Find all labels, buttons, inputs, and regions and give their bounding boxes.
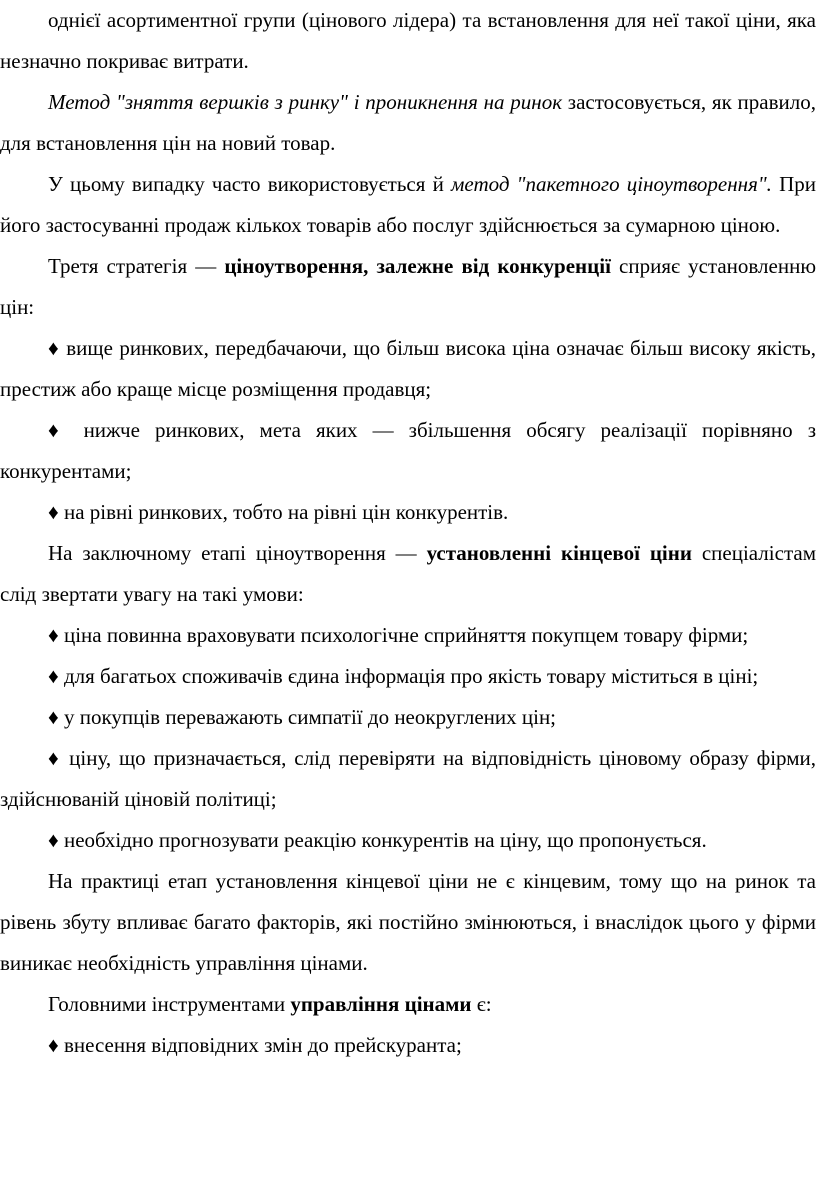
text-run: ♦ у покупців переважають симпатії до неокруглених цін;	[48, 705, 557, 729]
text-run: ♦ нижче ринкових, мета яких — збільшення обсягу реалізації порівняно з конкурентами;	[0, 418, 816, 483]
bullet-item-5	[0, 656, 816, 697]
text-run: ♦ внесення відповідних змін до прейскуранта;	[48, 1033, 462, 1057]
text-run: ♦ на рівні ринкових, тобто на рівні цін конкурентів.	[48, 500, 509, 524]
bullet-item-9	[0, 1025, 816, 1066]
bullet-item-4	[0, 615, 816, 656]
bullet-item-2	[0, 410, 816, 492]
text-run: Головними інструментами	[48, 992, 291, 1016]
bullet-item-1	[0, 328, 816, 410]
text-run: ♦ ціну, що призначається, слід перевіряти на відповідність ціновому образу фірми, здійснюваній ціновій політиці;	[0, 746, 816, 811]
italic-text: Метод "зняття вершків з ринку" і проникнення на ринок	[48, 90, 563, 114]
paragraph-3	[0, 164, 816, 246]
text-run: сприяє установленню цін:	[0, 254, 816, 319]
bold-text: управління цінами	[290, 992, 472, 1016]
paragraph-6	[0, 861, 816, 984]
text-run: ♦ вище ринкових, передбачаючи, що більш висока ціна означає більш високу якість, престиж або краще місце розміщення продавця;	[0, 336, 816, 401]
text-run: ♦ для багатьох споживачів єдина інформація про якість товару міститься в ціні;	[48, 664, 759, 688]
text-run: однієї асортиментної групи (цінового лідера) та встановлення для неї такої ціни, яка незначно покриває витрати.	[0, 8, 816, 73]
paragraph-4	[0, 246, 816, 328]
italic-text: метод "пакетного ціноутворення".	[451, 172, 772, 196]
text-run: ♦ необхідно прогнозувати реакцію конкурентів на ціну, що пропонується.	[48, 828, 707, 852]
bold-text: установленні кінцевої ціни	[426, 541, 692, 565]
text-run: На заключному етапі ціноутворення —	[48, 541, 427, 565]
text-run: ♦ ціна повинна враховувати психологічне сприйняття покупцем товару фірми;	[48, 623, 749, 647]
text-run: застосовується, як правило, для встановлення цін на новий товар.	[0, 90, 816, 155]
bullet-item-6	[0, 697, 816, 738]
text-run: Третя стратегія —	[48, 254, 225, 278]
bold-text: ціноутворення, залежне від конкуренції	[224, 254, 611, 278]
text-run: При його застосуванні продаж кількох товарів або послуг здійснюється за сумарною ціною.	[0, 172, 816, 237]
bullet-item-8	[0, 820, 816, 861]
bullet-item-7	[0, 738, 816, 820]
text-run: спеціалістам слід звертати увагу на такі умови:	[0, 541, 816, 606]
paragraph-7	[0, 984, 816, 1025]
text-run: На практиці етап установлення кінцевої ціни не є кінцевим, тому що на ринок та рівень збуту впливає багато факторів, які постійно змінюються, і внаслідок цього у фірми виникає необхідність управління цінами.	[0, 869, 816, 975]
text-run: є:	[471, 992, 492, 1016]
paragraph-5	[0, 533, 816, 615]
bullet-item-3	[0, 492, 816, 533]
text-run: У цьому випадку часто використовується й	[48, 172, 451, 196]
paragraph-2	[0, 82, 816, 164]
paragraph-1	[0, 0, 816, 82]
